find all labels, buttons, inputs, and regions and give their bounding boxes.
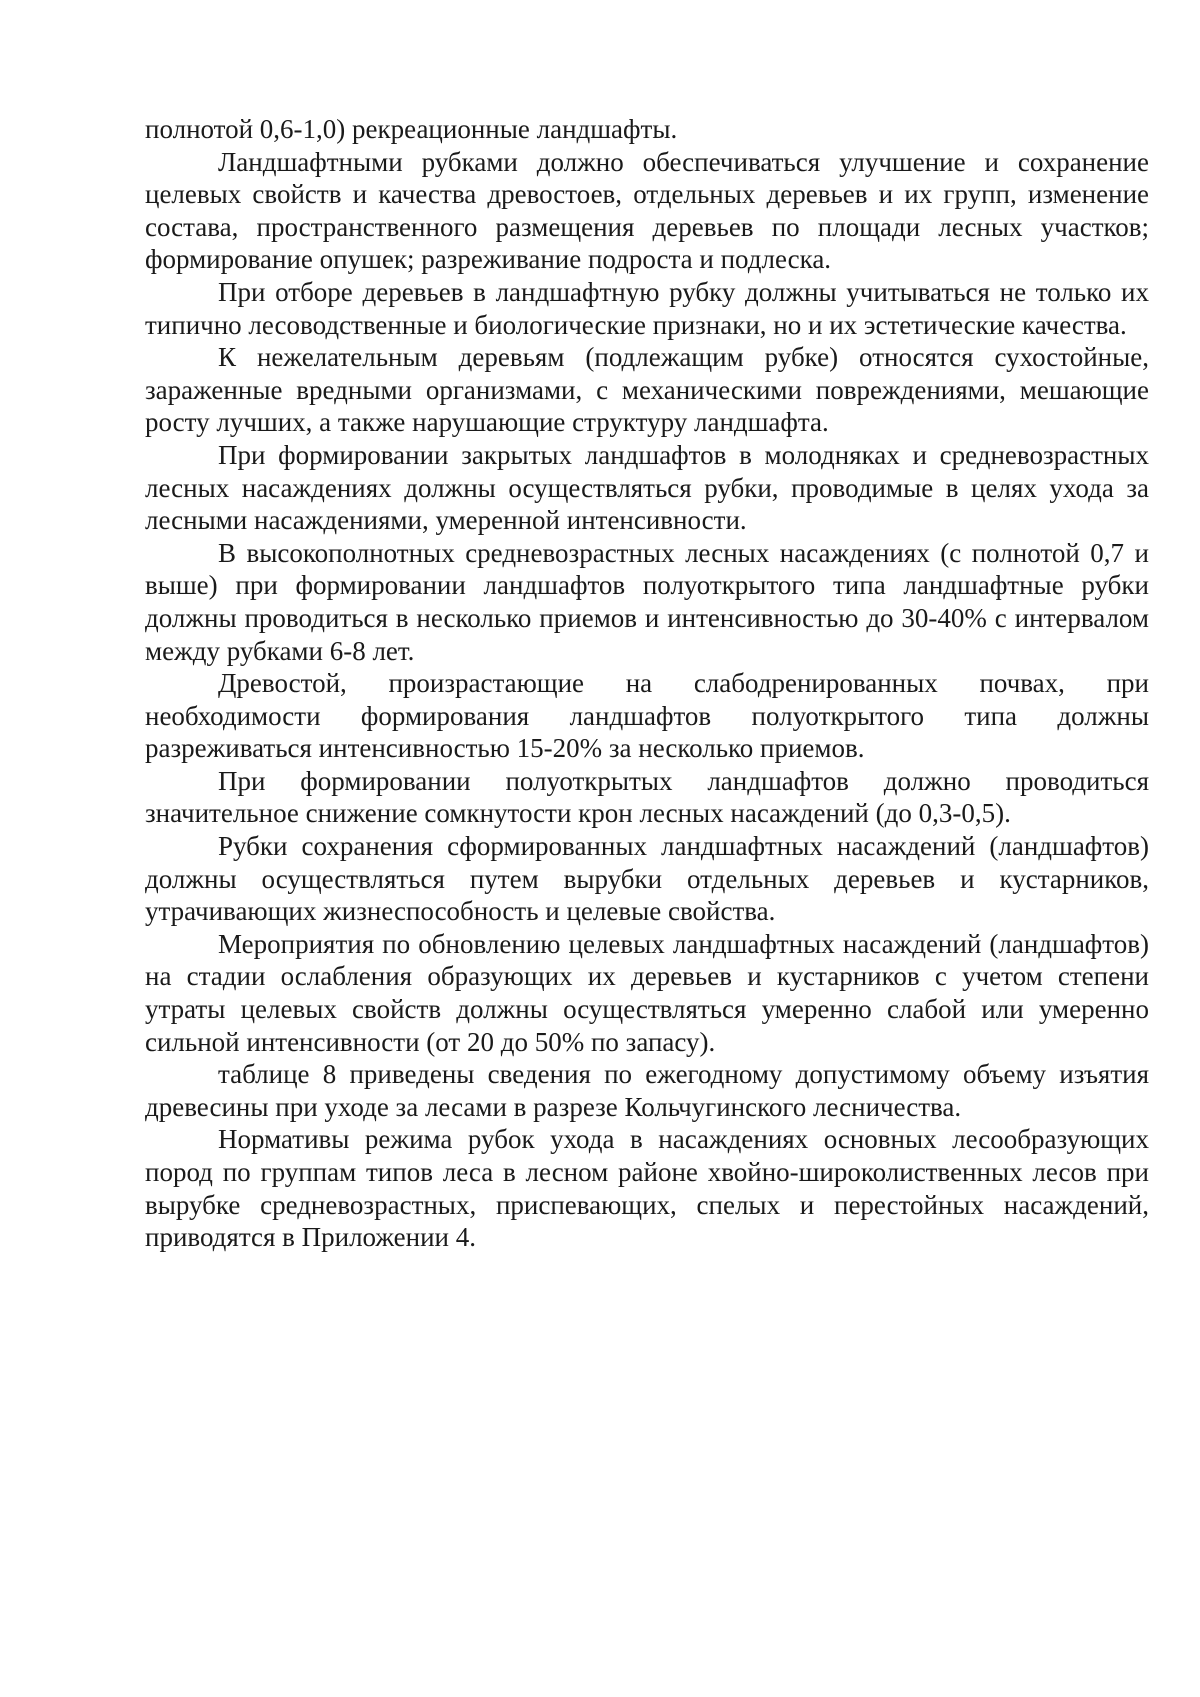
paragraph: При формировании полуоткрытых ландшафтов должно проводиться значительное снижение сомкнутости крон лесных насаждений (до 0,3-0,5). [145,765,1149,829]
paragraph: Древостой, произрастающие на слабодренированных почвах, при необходимости формирования ландшафтов полуоткрытого типа должны разреживаться интенсивностью 15-20% за несколько приемов. [145,668,1149,764]
paragraph-continuation: полнотой 0,6-1,0) рекреационные ландшафты. [145,114,678,144]
paragraph: Нормативы режима рубок ухода в насаждениях основных лесообразующих пород по группам типов леса в лесном районе хвойно-широколиственных лесов при вырубке средневозрастных, приспевающих, спелых и перестойных насаждений, приводятся в Приложении 4. [145,1124,1149,1253]
paragraph: Рубки сохранения сформированных ландшафтных насаждений (ландшафтов) должны осуществляться путем вырубки отдельных деревьев и кустарников, утрачивающих жизнеспособность и целевые свойства. [145,831,1149,927]
document-body [145,113,1149,1254]
paragraph: При отборе деревьев в ландшафтную рубку должны учитываться не только их типично лесоводственные и биологические признаки, но и их эстетические качества. [145,276,1149,340]
paragraph: таблице 8 приведены сведения по ежегодному допустимому объему изъятия древесины при уходе за лесами в разрезе Кольчугинского лесничества. [145,1059,1149,1122]
paragraph: Мероприятия по обновлению целевых ландшафтных насаждений (ландшафтов) на стадии ослабления образующих их деревьев и кустарников с учетом степени утраты целевых свойств должны осуществляться умеренно слабой или умеренно сильной интенсивности (от 20 до 50% по запасу). [145,928,1149,1057]
paragraph: В высокополнотных средневозрастных лесных насаждениях (с полнотой 0,7 и выше) при формировании ландшафтов полуоткрытого типа ландшафтные рубки должны проводиться в несколько приемов и интенсивностью до 30-40% с интервалом между рубками 6-8 лет. [145,537,1149,666]
paragraph: К нежелательным деревьям (подлежащим рубке) относятся сухостойные, зараженные вредными организмами, с механическими повреждениями, мешающие росту лучших, а также нарушающие структуру ландшафта. [145,342,1149,438]
paragraph: Ландшафтными рубками должно обеспечиваться улучшение и сохранение целевых свойств и качества древостоев, отдельных деревьев и их групп, изменение состава, пространственного размещения деревьев по площади лесных участков; формирование опушек; разреживание подроста и подлеска. [145,146,1149,275]
paragraph: При формировании закрытых ландшафтов в молодняках и средневозрастных лесных насаждениях должны осуществляться рубки, проводимые в целях ухода за лесными насаждениями, умеренной интенсивности. [145,439,1149,536]
